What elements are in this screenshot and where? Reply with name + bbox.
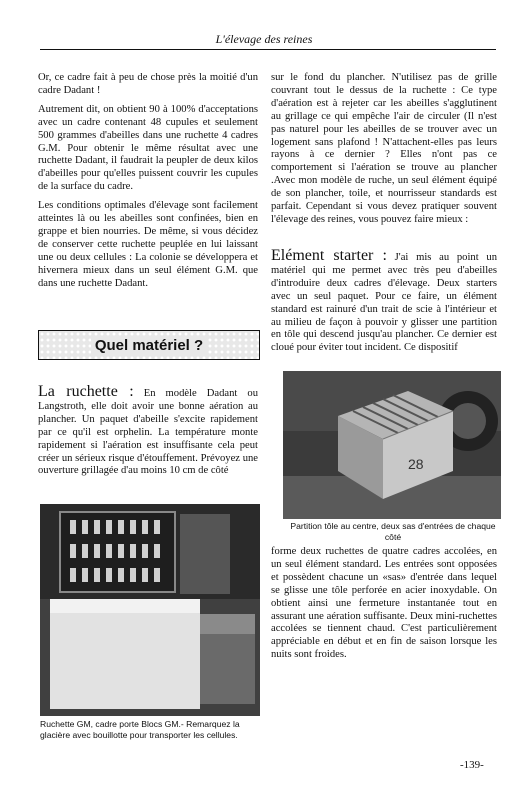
paragraph: forme deux ruchettes de quatre cadres accolées, en un seul élément standard. Les entrées sont opposées et possèdent chacune un «sas» d'entrée dans lequel se glisse une tôle perforée en acier inoxydable. On obtient ainsi une fermeture instantanée tout en assurant une aération suffisante. Deux mini-ruchettes accolées se tiennent chaud. C'est particulièrement appréciable en début et en fin de saison lorsque les nuits sont froides. [271, 546, 497, 661]
page-number: -139- [460, 759, 484, 771]
svg-text:28: 28 [408, 456, 424, 472]
paragraph: Autrement dit, on obtient 90 à 100% d'acceptations avec un cadre contenant 48 cupules et seulement 500 grammes d'abeilles dans une ruchette 4 cadres G.M. Pour obtenir le même résultat avec une ruchette Dadant, il faudrait la peupler de deux kilos d'abeilles pour qu'elles puissent couvrir les cupules de la surface du cadre. [38, 103, 258, 193]
photo-caption: Partition tôle au centre, deux sas d'entrées de chaque côté [290, 521, 496, 542]
section-title: Elément starter : [271, 247, 387, 264]
hive-box-photo [283, 371, 501, 519]
running-title: L'élevage des reines [215, 32, 313, 46]
right-column-top [271, 72, 497, 233]
paragraph: J'ai mis au point un matériel qui me permet avec très peu d'abeilles d'introduire deux cadres d'élevage. Deux starters avec un seul paquet. Pour ce faire, un élément standard est rainuré d'un trait de scie à l'intérieur et au milieu de façon à pouvoir y glisser une partition en tôle qui descend jusqu'au plancher. Ce dernier est cloué pour éviter tout incident. Ce dispositif [271, 252, 497, 354]
left-column-top [38, 72, 258, 297]
frame-photo [40, 504, 260, 716]
right-column-continued [271, 546, 497, 668]
section-banner [38, 330, 260, 360]
left-column-ruchette [38, 383, 259, 484]
section-title: La ruchette : [38, 383, 134, 400]
paragraph: Or, ce cadre fait à peu de chose près la moitié d'un cadre Dadant ! [38, 72, 258, 96]
right-column-starter [271, 247, 497, 361]
header-rule [40, 49, 496, 50]
paragraph: sur le fond du plancher. N'utilisez pas de grille couvrant tout le dessus de la ruchette : Ce type d'aération est à rejeter car les abeilles s'agglutinent au grillage ce qui empêche l'air de circuler (Il n'est pas naturel pour les abeilles de se trouver avec un logement sans plafond ! N'attachent-elles pas leurs rayons à ce dernier ? Elles n'ont pas ce comportement si l'aération se trouve au plancher .Avec mon modèle de ruche, un seul élément équipé de son plancher, toile, et nourrisseur standards est parfait. Cependant si vous devez pratiquer souvent l'élevage des reines, vous pouvez faire mieux : [271, 72, 497, 225]
paragraph: En modèle Dadant ou Langstroth, elle doit avoir une bonne aération au plancher. Un paquet d'abeille s'excite rapidement par ce qu'il est orphelin. La température monte rapidement si l'aération est insuffisante cela peut créer un sérieux risque d'étouffement. Prévoyez une ouverture grillagée d'au moins 10 cm de côté [38, 388, 259, 477]
photo-caption: Ruchette GM, cadre porte Blocs GM.- Remarquez la glacière avec bouillotte pour transporter les cellules. [40, 719, 240, 740]
paragraph: Les conditions optimales d'élevage sont facilement atteintes là ou les abeilles sont confinées, bien en grappe et bien nourries. De même, si vous décidez de conserver cette ruchette peuplée en lui laissant une ou deux cellules : La colonie se développera et hivernera mieux dans un seul élément G.M. que dans une ruchette Dadant. [38, 200, 258, 289]
banner-title: Quel matériel ? [91, 337, 207, 354]
